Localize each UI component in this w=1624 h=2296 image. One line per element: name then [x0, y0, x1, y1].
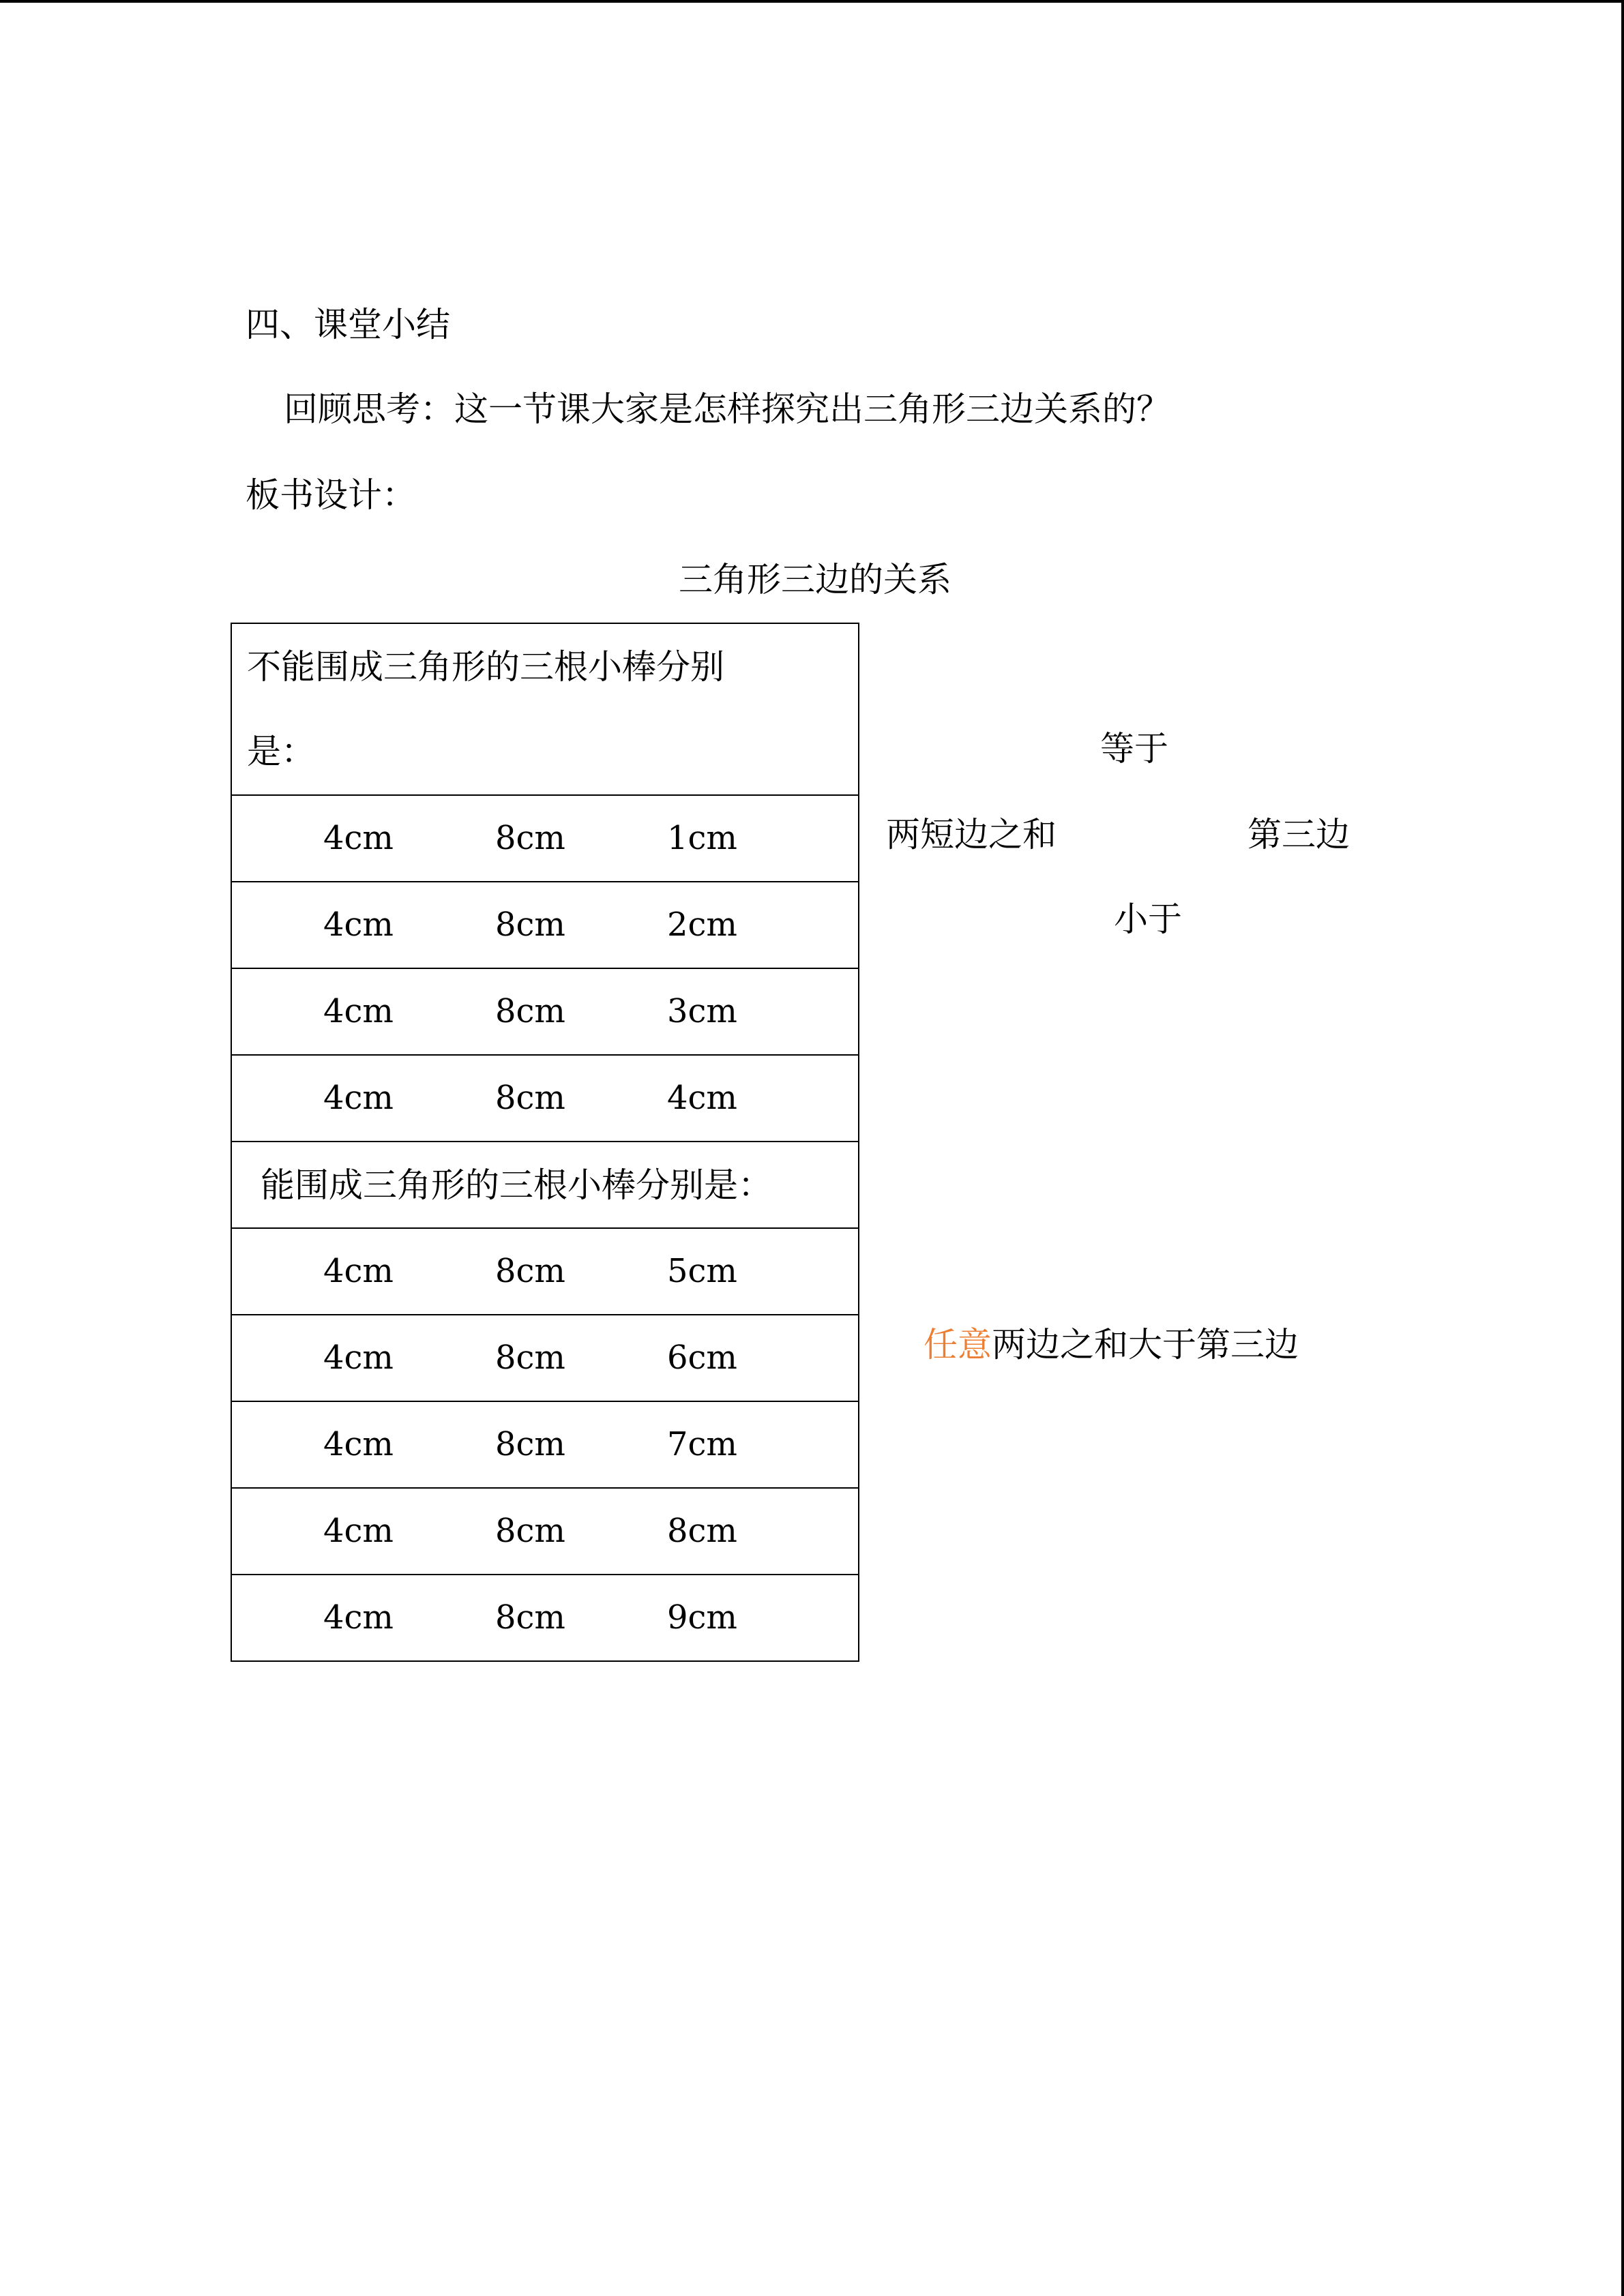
cannot-form-header-row [231, 623, 859, 795]
stick-length-c: 4cm [667, 1079, 737, 1117]
stick-length-a: 4cm [323, 906, 394, 944]
stick-length-b: 8cm [495, 1079, 565, 1117]
cannot-form-header-line-1: 不能围成三角形的三根小棒分别 [247, 647, 724, 687]
stick-length-c: 9cm [667, 1598, 737, 1637]
stick-length-a: 4cm [323, 1425, 394, 1463]
can-form-header-cell [231, 1142, 859, 1228]
can-form-header-row [231, 1142, 859, 1228]
table-row [231, 1315, 859, 1401]
table-row [231, 1228, 859, 1315]
stick-length-c: 6cm [667, 1339, 737, 1377]
stick-length-c: 5cm [667, 1252, 737, 1290]
cannot-form-header-cell [231, 623, 859, 795]
table-cell [231, 1401, 859, 1488]
conclusion-rest: 两边之和大于第三边 [992, 1325, 1299, 1365]
relation-equal-label: 等于 [1100, 729, 1168, 769]
page-top-border [0, 0, 1624, 3]
table-cell [231, 795, 859, 882]
stick-length-b: 8cm [495, 992, 565, 1030]
stick-length-a: 4cm [323, 1512, 394, 1550]
relation-third-side-label: 第三边 [1247, 815, 1350, 854]
conclusion-highlight: 任意 [924, 1325, 992, 1365]
board-design-label: 板书设计： [246, 475, 416, 515]
stick-length-c: 8cm [667, 1512, 737, 1550]
table-cell [231, 1575, 859, 1661]
stick-length-b: 8cm [495, 1512, 565, 1550]
stick-length-b: 8cm [495, 906, 565, 944]
table-row [231, 1401, 859, 1488]
table-row [231, 1055, 859, 1142]
triangle-sides-table [231, 623, 859, 1662]
stick-length-b: 8cm [495, 1598, 565, 1637]
stick-length-c: 1cm [667, 819, 737, 857]
section-heading: 四、课堂小结 [246, 305, 450, 344]
stick-length-c: 2cm [667, 906, 737, 944]
table-row [231, 1575, 859, 1661]
table-row [231, 968, 859, 1055]
stick-length-c: 3cm [667, 992, 737, 1030]
table-row [231, 1488, 859, 1575]
table-row [231, 882, 859, 968]
stick-length-b: 8cm [495, 1425, 565, 1463]
relation-short-sides-sum-label: 两短边之和 [886, 815, 1057, 854]
relation-less-label: 小于 [1114, 899, 1182, 939]
table-cell [231, 1488, 859, 1575]
page-right-border [1621, 0, 1624, 2296]
board-title: 三角形三边的关系 [679, 560, 951, 599]
stick-length-a: 4cm [323, 1598, 394, 1637]
can-form-header: 能围成三角形的三根小棒分别是： [261, 1165, 772, 1205]
stick-length-a: 4cm [323, 992, 394, 1030]
table-cell [231, 1315, 859, 1401]
stick-length-a: 4cm [323, 1339, 394, 1377]
stick-length-a: 4cm [323, 1252, 394, 1290]
stick-length-b: 8cm [495, 819, 565, 857]
conclusion-statement [924, 1324, 1299, 1365]
cannot-form-header-line-2: 是： [247, 732, 315, 771]
stick-length-a: 4cm [323, 819, 394, 857]
stick-length-b: 8cm [495, 1252, 565, 1290]
table-cell [231, 1055, 859, 1142]
table-cell [231, 1228, 859, 1315]
table-row [231, 795, 859, 882]
review-question: 回顾思考：这一节课大家是怎样探究出三角形三边关系的？ [284, 389, 1170, 429]
stick-length-a: 4cm [323, 1079, 394, 1117]
table-cell [231, 882, 859, 968]
table-cell [231, 968, 859, 1055]
stick-length-b: 8cm [495, 1339, 565, 1377]
stick-length-c: 7cm [667, 1425, 737, 1463]
